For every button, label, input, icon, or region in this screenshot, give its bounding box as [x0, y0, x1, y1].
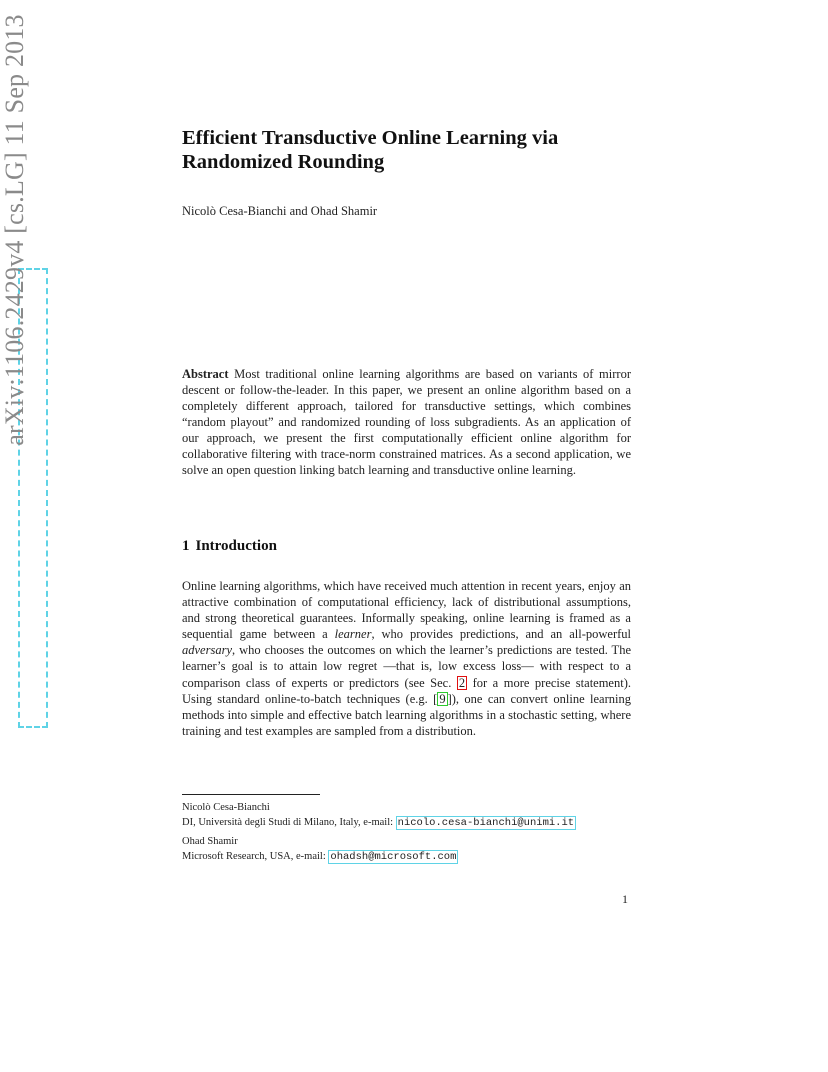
abstract-text: Most traditional online learning algorithms are based on variants of mirror descent or follow-the-leader. In this paper, we present an online algorithm based on a completely different approach, tailored for transductive settings, which combines “random playout” and randomized rounding of loss subgradients. As an application of our approach, we present the first computationally efficient online algorithm for collaborative filtering with trace-norm constrained matrices. As a second application, we solve an open question linking batch learning and transductive online learning. [182, 367, 631, 477]
intro-text-2: , who provides predictions, and an all-powerful [371, 627, 631, 642]
author2-email-link[interactable]: ohadsh@microsoft.com [330, 851, 457, 863]
authors: Nicolò Cesa-Bianchi and Ohad Shamir [182, 204, 378, 218]
section-title: Introduction [195, 538, 277, 554]
intro-text-4: for a more precise statement). Using standard online-to-batch techniques (e.g. [ [182, 675, 631, 706]
footnote-author1-affil [182, 815, 642, 831]
intro-text-1: Online learning algorithms, which have received much attention in recent years, enjoy an attractive combination of computational efficiency, lack of distributional assumptions, and strong theoretical guarantees. Informally speaking, online learning is framed as a sequential game between a [182, 579, 631, 642]
intro-paragraph [182, 578, 631, 739]
paper-title [182, 126, 642, 174]
abstract [182, 366, 631, 478]
title-line-1: Efficient Transductive Online Learning via [182, 127, 559, 149]
footnote-author2-affil [182, 849, 642, 865]
section-heading [182, 538, 277, 555]
citation-link[interactable]: 9 [439, 691, 446, 706]
intro-text-3: , who chooses the outcomes on which the learner’s predictions are tested. The learner’s goal is to attain low regret —that is, low excess loss— with respect to a comparison class of experts or predictors (see Sec. [182, 643, 631, 690]
author1-affil-text: DI, Università degli Studi di Milano, Italy, e-mail: [182, 817, 396, 828]
footnote-author2 [182, 834, 642, 865]
intro-text-5: ]), one can convert online learning methods into simple and effective batch learning algorithms in a stochastic setting, where training and test examples are sampled from a distribution. [182, 691, 631, 738]
footnote-author1-name: Nicolò Cesa-Bianchi [182, 802, 270, 813]
abstract-label: Abstract [182, 367, 229, 381]
intro-learner: learner [334, 627, 372, 642]
footnote-rule [182, 794, 320, 795]
section-number: 1 [182, 538, 190, 554]
author2-affil-text: Microsoft Research, USA, e-mail: [182, 851, 329, 862]
title-line-2: Randomized Rounding [182, 151, 385, 173]
page-number: 1 [622, 892, 628, 906]
footnote-author2-name: Ohad Shamir [182, 836, 238, 847]
section-ref-link[interactable]: 2 [458, 675, 466, 690]
footnote-author1 [182, 800, 642, 831]
intro-adversary: adversary [182, 643, 232, 658]
author1-email-link[interactable]: nicolo.cesa-bianchi@unimi.it [397, 817, 575, 829]
arxiv-stamp-text[interactable]: arXiv:1106.2429v4 [cs.LG] 11 Sep 2013 [0, 14, 29, 446]
